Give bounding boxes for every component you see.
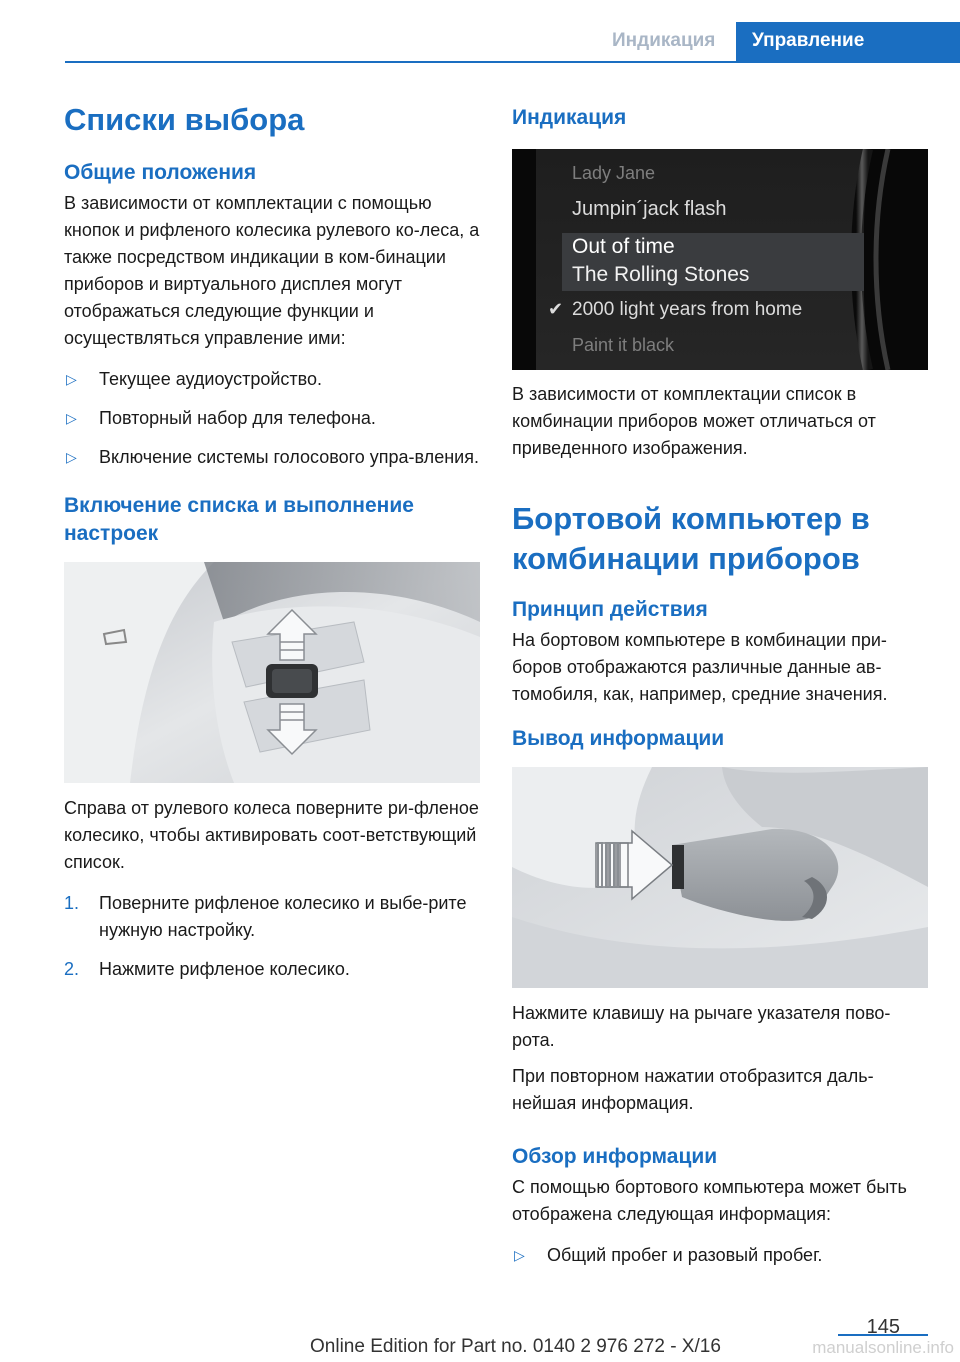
edition-footer: Online Edition for Part no. 0140 2 976 272 - X/16 — [310, 1336, 721, 1357]
triangle-right-outline-icon: ▷ — [66, 449, 77, 465]
list-item: 2. Нажмите рифленое колесико. — [64, 959, 350, 979]
triangle-right-outline-icon: ▷ — [66, 371, 77, 387]
wheel-text: Справа от рулевого колеса поверните ри-фленое колесико, чтобы активировать соот-ветствующий список. — [64, 798, 479, 872]
steering-wheel-image — [64, 562, 480, 783]
function-list — [64, 366, 480, 471]
list-item: ▷ Включение системы голосового упра-вления. — [64, 444, 480, 471]
general-text: В зависимости от комплектации с помощью кнопок и рифленого колесика рулевого ко-леса, а также посредством индикации в ком-бинации приборов и виртуального дисплея могут отображаться следующие функции и осуществляться управление ими: — [64, 193, 480, 348]
list-item: Paint it black — [572, 335, 675, 355]
list-item: Lady Jane — [572, 163, 656, 183]
list-item-checked: 2000 light years from home — [572, 299, 803, 320]
scroll-wheel — [266, 664, 318, 698]
list-item: 1. Поверните рифленое колесико и выбе-рите нужную настройку. — [64, 893, 467, 940]
list-item: ▷ Повторный набор для телефона. — [64, 405, 480, 432]
repeat-text: При повторном нажатии отобразится даль-нейшая информация. — [512, 1066, 874, 1113]
instrument-cluster-list-image — [512, 149, 928, 370]
list-item: Jumpin´jack flash — [572, 198, 727, 220]
heading-display: Индикация — [512, 106, 627, 129]
list-item: ▷ Общий пробег и разовый пробег. — [512, 1242, 928, 1269]
heading-enable-list: Включение списка и выполнение настроек — [64, 494, 414, 545]
steps-list — [64, 890, 480, 983]
display-text: В зависимости от комплектации список в комбинации приборов может отличаться от приведенного изображения. — [512, 384, 876, 458]
heading-general: Общие положения — [64, 161, 257, 184]
triangle-right-outline-icon: ▷ — [514, 1247, 525, 1263]
tab-control[interactable] — [736, 22, 960, 62]
header-rule — [65, 61, 960, 63]
turn-signal-lever-image — [512, 767, 928, 988]
page-number: 145 — [866, 1316, 900, 1338]
heading-principle: Принцип действия — [512, 598, 708, 621]
principle-text: На бортовом компьютере в комбинации при-боров отображаются различные данные ав-томобиля, как, например, средние значения. — [512, 630, 888, 704]
triangle-right-outline-icon: ▷ — [66, 410, 77, 426]
turn-signal-lever-illustration — [512, 767, 928, 988]
section-title-selection-lists: Списки выбора — [64, 102, 305, 137]
list-item: ▷ Текущее аудиоустройство. — [64, 366, 480, 393]
overview-list — [512, 1242, 928, 1269]
press-text: Нажмите клавишу на рычаге указателя пово-рота. — [512, 1003, 891, 1050]
overview-text: С помощью бортового компьютера может быть отображена следующая информация: — [512, 1177, 907, 1224]
list-item-selected-subtitle: The Rolling Stones — [572, 263, 750, 286]
left-column — [64, 100, 480, 983]
tab-display[interactable]: Индикация — [612, 30, 716, 51]
heading-output: Вывод информации — [512, 727, 725, 750]
section-title-onboard-computer: Бортовой компьютер в комбинации приборов — [512, 501, 870, 576]
steering-wheel-illustration — [64, 562, 480, 783]
right-column — [512, 100, 928, 1269]
check-icon: ✔ — [548, 299, 564, 319]
tab-control-label: Управление — [752, 30, 865, 51]
list-item-selected: Out of time — [572, 235, 675, 258]
page-header — [0, 0, 960, 62]
heading-overview: Обзор информации — [512, 1145, 718, 1168]
watermark: manualsonline.info — [812, 1338, 954, 1357]
